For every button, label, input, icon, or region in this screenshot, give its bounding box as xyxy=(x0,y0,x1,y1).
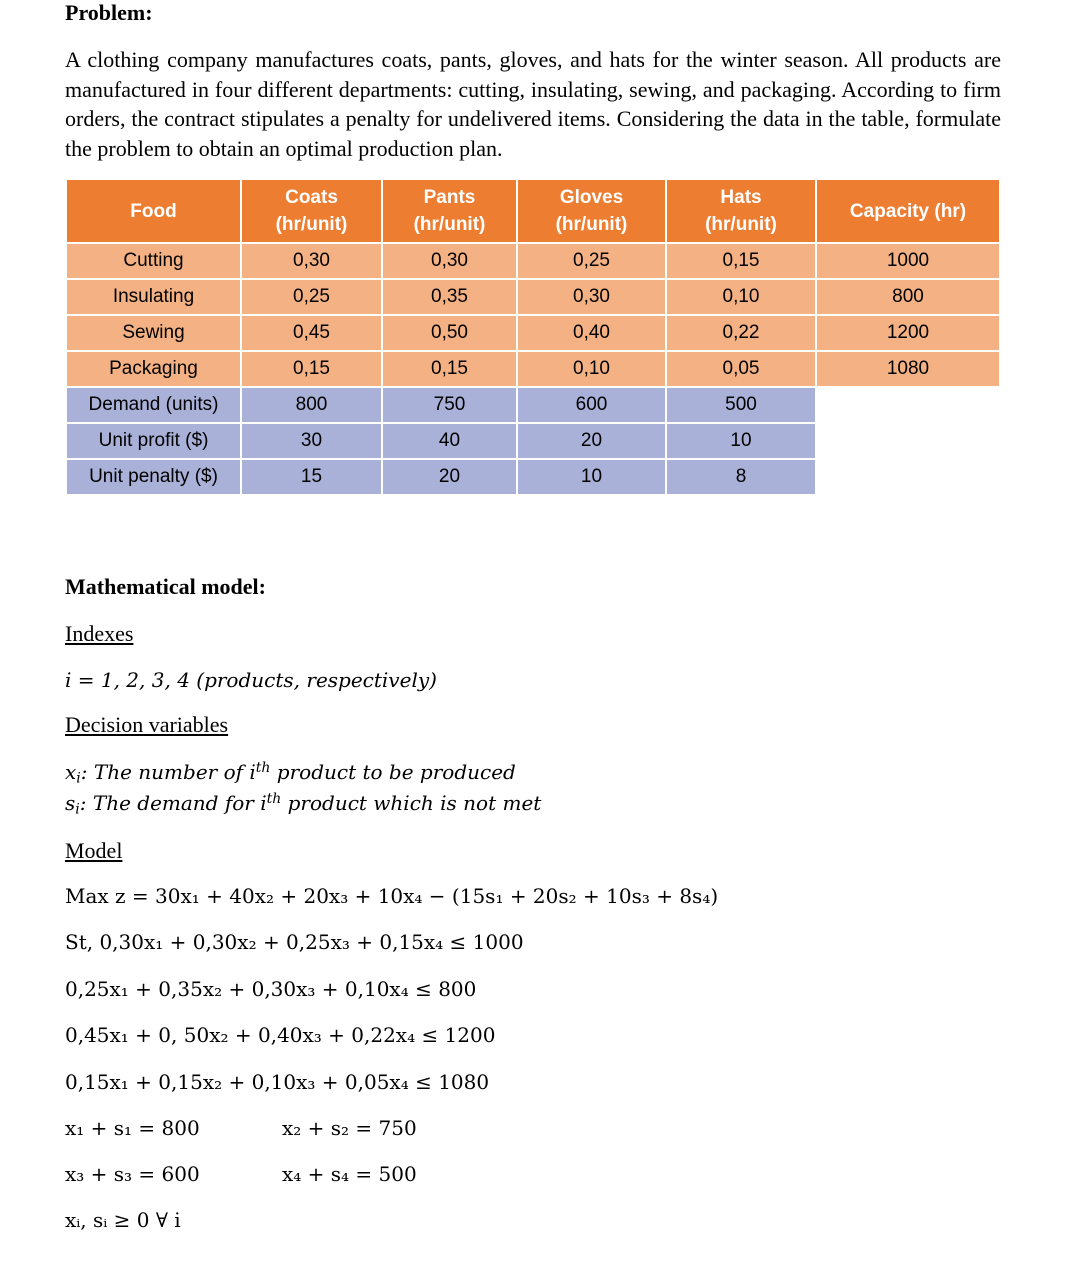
constraint-insulating: 0,25x₁ + 0,35x₂ + 0,30x₃ + 0,10x₄ ≤ 800 xyxy=(65,977,477,1001)
table-cell: 0,10 xyxy=(517,351,666,387)
model-heading: Mathematical model: xyxy=(65,574,266,599)
index-definition: i = 1, 2, 3, 4 (products, respectively) xyxy=(65,668,437,692)
table-cell: 10 xyxy=(666,423,816,459)
constraint-packaging: 0,15x₁ + 0,15x₂ + 0,10x₃ + 0,05x₄ ≤ 1080 xyxy=(65,1070,490,1094)
balance-constraint-2: x₂ + s₂ = 750 xyxy=(282,1116,417,1140)
problem-title: Problem: xyxy=(65,0,153,25)
constraint-sewing: 0,45x₁ + 0, 50x₂ + 0,40x₃ + 0,22x₄ ≤ 1200 xyxy=(65,1023,496,1047)
table-cell: 20 xyxy=(517,423,666,459)
table-row xyxy=(67,279,1000,315)
balance-constraint-4: x₄ + s₄ = 500 xyxy=(282,1162,417,1186)
table-cell: 0,25 xyxy=(517,243,666,279)
table-cell: 15 xyxy=(241,459,382,495)
table-cell: 0,22 xyxy=(666,315,816,351)
row-label-cell: Sewing xyxy=(67,315,241,351)
header-cell-food: Food xyxy=(67,180,241,243)
decision-variables-label: Decision variables xyxy=(65,712,229,737)
table-cell xyxy=(816,387,1000,423)
table-cell: 0,35 xyxy=(382,279,517,315)
table-row xyxy=(67,459,1000,495)
table-cell: 0,30 xyxy=(382,243,517,279)
table-cell: 0,15 xyxy=(666,243,816,279)
table-cell: 8 xyxy=(666,459,816,495)
table-cell: 0,25 xyxy=(241,279,382,315)
data-table xyxy=(67,180,1001,496)
table-cell: 0,45 xyxy=(241,315,382,351)
table-row xyxy=(67,315,1000,351)
table-cell: 1200 xyxy=(816,315,1000,351)
table-cell: 750 xyxy=(382,387,517,423)
table-cell: 600 xyxy=(517,387,666,423)
table-cell: 40 xyxy=(382,423,517,459)
table-body xyxy=(67,243,1000,495)
table-cell: 0,05 xyxy=(666,351,816,387)
constraint-cutting: St, 0,30x₁ + 0,30x₂ + 0,25x₃ + 0,15x₄ ≤ 1000 xyxy=(65,930,524,954)
balance-constraint-1: x₁ + s₁ = 800 xyxy=(65,1116,200,1140)
table-cell: 0,50 xyxy=(382,315,517,351)
indexes-label: Indexes xyxy=(65,621,134,646)
header-cell-pants: Pants (hr/unit) xyxy=(382,180,517,243)
table-row xyxy=(67,423,1000,459)
table-cell: 1000 xyxy=(816,243,1000,279)
table-row xyxy=(67,387,1000,423)
row-label-cell: Packaging xyxy=(67,351,241,387)
table-cell: 800 xyxy=(241,387,382,423)
x-definition: $x_i$: The number of $i^{th}$ product to be produced xyxy=(65,760,516,787)
row-label-cell: Demand (units) xyxy=(67,387,241,423)
table-cell: 20 xyxy=(382,459,517,495)
row-label-cell: Insulating xyxy=(67,279,241,315)
header-cell-gloves: Gloves (hr/unit) xyxy=(517,180,666,243)
table-cell: 800 xyxy=(816,279,1000,315)
table-cell: 0,30 xyxy=(517,279,666,315)
table-cell xyxy=(816,423,1000,459)
header-cell-hats: Hats (hr/unit) xyxy=(666,180,816,243)
row-label-cell: Unit penalty ($) xyxy=(67,459,241,495)
table-cell: 0,15 xyxy=(241,351,382,387)
nonnegativity-constraint: xᵢ, sᵢ ≥ 0 ∀ i xyxy=(65,1208,181,1232)
row-label-cell: Unit profit ($) xyxy=(67,423,241,459)
header-cell-capacity: Capacity (hr) xyxy=(816,180,1000,243)
table-cell: 0,40 xyxy=(517,315,666,351)
table-cell: 30 xyxy=(241,423,382,459)
objective-function: Max z = 30x₁ + 40x₂ + 20x₃ + 10x₄ − (15s₁ + 20s₂ + 10s₃ + 8s₄) xyxy=(65,884,719,908)
model-label: Model xyxy=(65,838,123,863)
table-cell: 0,30 xyxy=(241,243,382,279)
row-label-cell: Cutting xyxy=(67,243,241,279)
s-definition: $s_i$: The demand for $i^{th}$ product which is not met xyxy=(65,791,542,818)
header-cell-coats: Coats (hr/unit) xyxy=(241,180,382,243)
table-cell: 0,10 xyxy=(666,279,816,315)
balance-constraint-3: x₃ + s₃ = 600 xyxy=(65,1162,200,1186)
table-cell: 500 xyxy=(666,387,816,423)
table-cell xyxy=(816,459,1000,495)
table-header-row xyxy=(67,180,1000,243)
table-cell: 0,15 xyxy=(382,351,517,387)
table-row xyxy=(67,243,1000,279)
problem-statement: A clothing company manufactures coats, pants, gloves, and hats for the winter season. All products are manufactured in four different departments: cutting, insulating, sewing, and packaging. According to firm orders, the contract stipulates a penalty for undelivered items. Considering the data in the table, formulate the problem to obtain an optimal production plan. xyxy=(65,47,1001,161)
table-row xyxy=(67,351,1000,387)
table-cell: 1080 xyxy=(816,351,1000,387)
table-cell: 10 xyxy=(517,459,666,495)
